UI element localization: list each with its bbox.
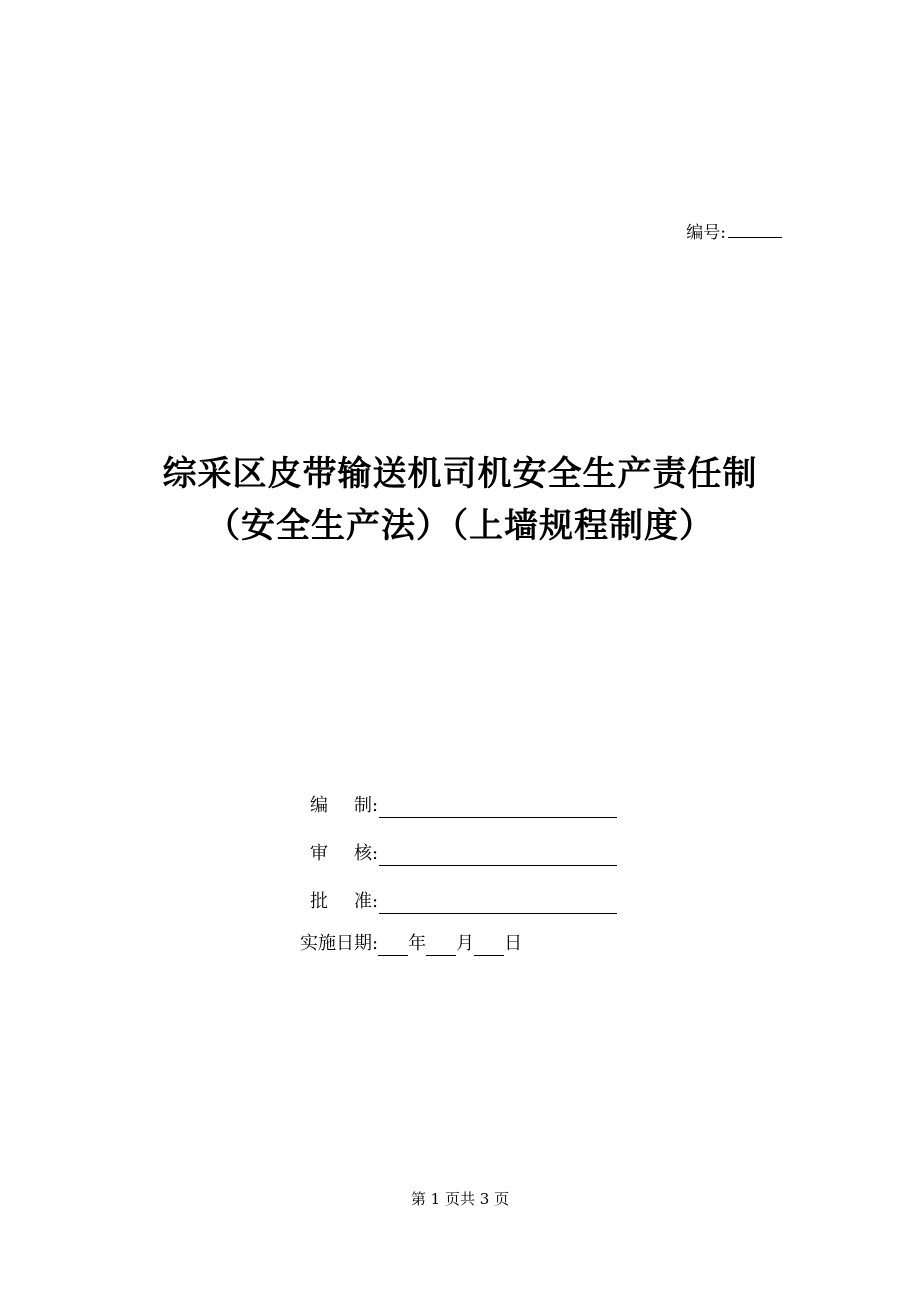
review-row [300, 818, 617, 866]
year-blank[interactable] [378, 933, 408, 956]
document-number-field [686, 220, 782, 245]
title-line-1: 综采区皮带输送机司机安全生产责任制 [162, 454, 758, 494]
review-blank[interactable] [379, 843, 617, 866]
title-line-2: （安全生产法）（上墙规程制度） [206, 506, 714, 546]
signature-block [300, 770, 617, 956]
compile-label-char-2: 制 [354, 795, 372, 816]
review-label-char-2: 核 [354, 843, 372, 864]
day-label: 日 [504, 933, 523, 954]
approve-label-char-1: 批 [310, 891, 328, 912]
year-label: 年 [408, 933, 427, 954]
approve-blank[interactable] [379, 891, 617, 914]
document-number-label: 编号: [686, 223, 726, 243]
document-number-blank[interactable] [728, 220, 782, 238]
page-footer: 第 1 页共 3 页 [410, 1190, 510, 1208]
compile-colon: : [372, 795, 379, 816]
day-blank[interactable] [474, 933, 504, 956]
compile-label-char-1: 编 [310, 795, 328, 816]
compile-label [300, 794, 372, 818]
review-label [300, 842, 372, 866]
compile-row [300, 770, 617, 818]
document-title [0, 448, 920, 552]
approve-row [300, 866, 617, 914]
implementation-date-row [300, 916, 617, 956]
compile-blank[interactable] [379, 795, 617, 818]
review-colon: : [372, 843, 379, 864]
review-label-char-1: 审 [310, 843, 328, 864]
approve-label [300, 890, 372, 914]
approve-label-char-2: 准 [354, 891, 372, 912]
month-label: 月 [456, 933, 475, 954]
month-blank[interactable] [426, 933, 456, 956]
approve-colon: : [372, 891, 379, 912]
implementation-date-label: 实施日期: [300, 933, 379, 954]
